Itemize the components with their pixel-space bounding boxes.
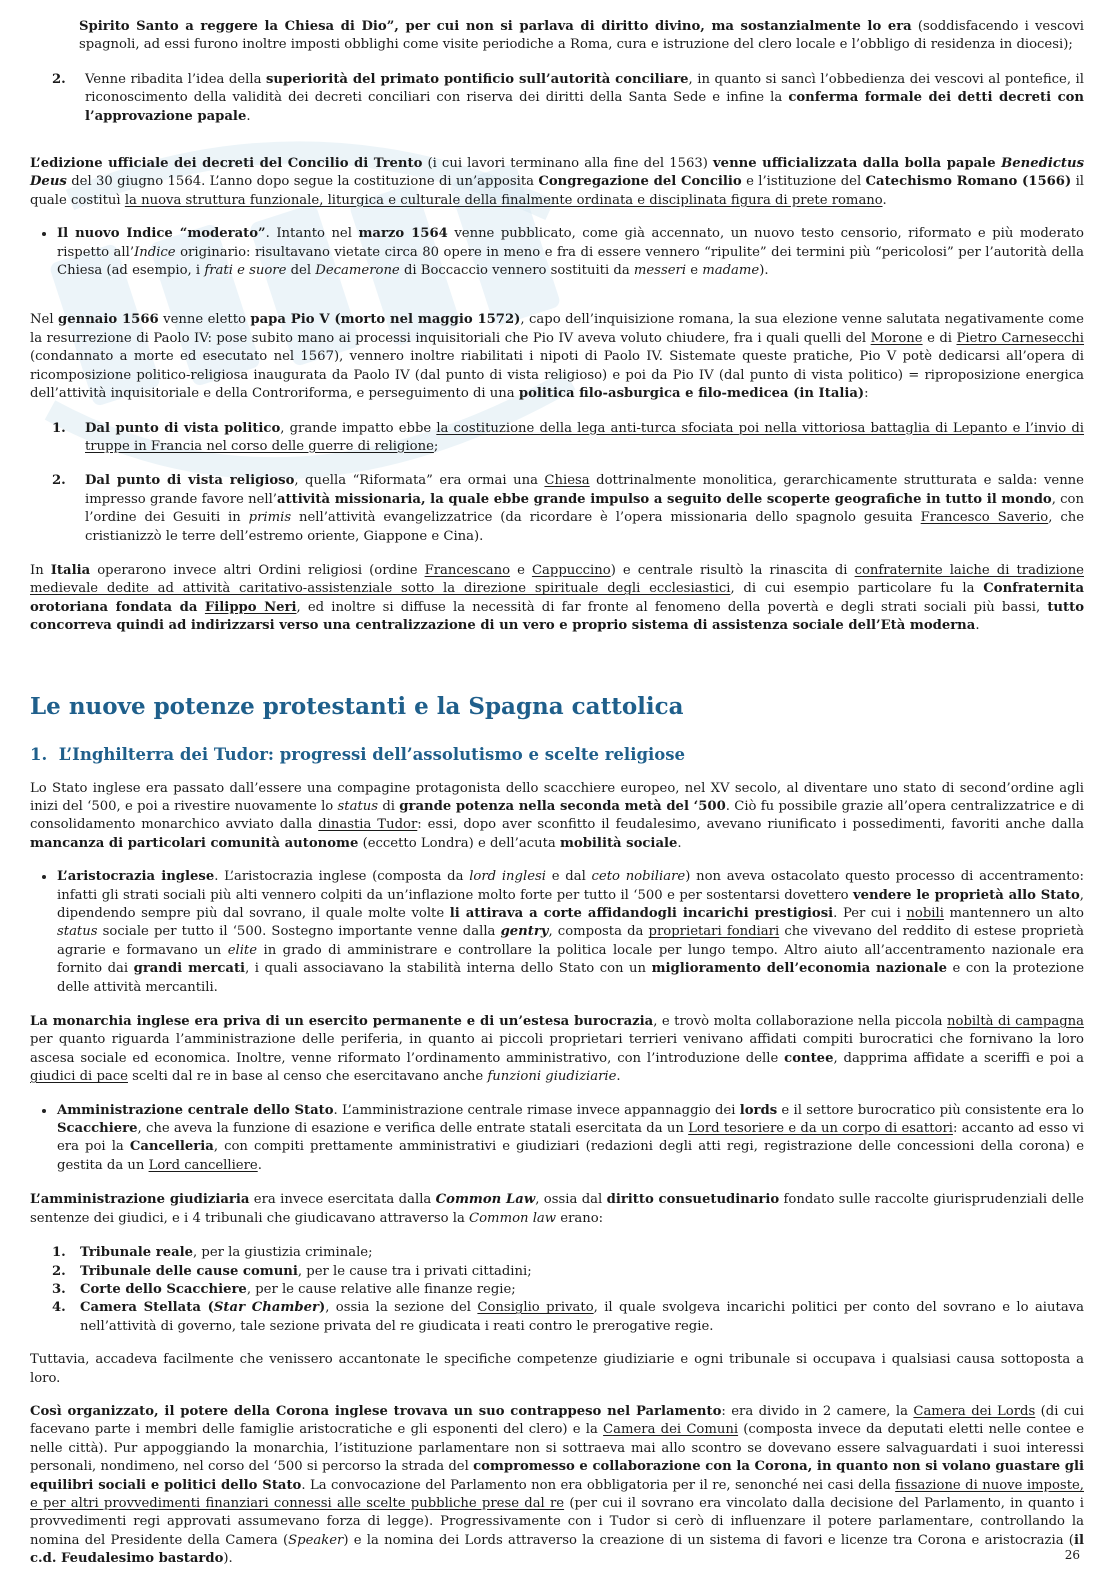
- text-span: Camera dei Lords: [913, 1403, 1036, 1419]
- text-span: sociale per tutto il ‘500. Sostegno importante venne dalla: [97, 924, 501, 940]
- bullet-icon: [42, 232, 46, 236]
- text-span: Cappuccino: [531, 562, 611, 578]
- text-span: tutto concorreva quindi ad indirizzarsi verso una centralizzazione di un vero e proprio sistema di assistenza sociale dell’Età moderna: [30, 599, 1084, 634]
- text-span: :: [864, 386, 869, 402]
- text-span: Tuttavia, accadeva facilmente che venissero accantonate le specifiche competenze giudiziarie e ogni tribunale si occupava i qualsiasi causa sottoposta a loro.: [30, 1352, 1084, 1386]
- text-span: , ed inoltre si diffuse la necessità di far fronte al fenomeno della povertà e degli strati sociali più bassi,: [296, 599, 1048, 615]
- text-span: ) non aveva ostacolato questo processo di accentramento: infatti gli strati sociali più alti vennero colpiti da un’inflazione molto forte per tutto il ‘500 e per sostentarsi dovettero: [57, 869, 1084, 903]
- text-span: , i quali associavano la stabilità interna dello Stato con un: [245, 961, 652, 977]
- text-span: ): [318, 1300, 326, 1316]
- text-span: status: [337, 798, 379, 814]
- list-tribunali: [30, 1244, 1084, 1336]
- text-span: : essi, dopo aver sconfitto il feudalesimo, avevano riunificato i possedimenti, favoriti anche dalla: [417, 817, 1084, 833]
- text-span: , e trovò molta collaborazione nella piccola: [653, 1014, 948, 1030]
- text-span: (soddisfacendo i vescovi spagnoli, ad essi furono inoltre imposti obblighi come visite periodiche a Roma, cura e istruzione del clero locale e l’obbligo di residenza in diocesi);: [79, 19, 1085, 53]
- text-span: Catechismo Romano (1566): [865, 174, 1072, 190]
- list-number: 1.: [52, 1245, 66, 1261]
- text-span: , di cui esempio particolare fu la: [730, 581, 984, 597]
- text-span: in grado di amministrare e controllare la politica locale per lungo tempo. Altro aiuto all’accentramento nazionale era fornito dai: [57, 942, 1084, 977]
- text-span: fissazione di nuove imposte, e per altri provvedimenti finanziari connessi alle scelte pubbliche prese dal re: [30, 1477, 1084, 1511]
- list-number: 4.: [52, 1300, 66, 1316]
- text-span: venne pubblicato, come già accennato, un nuovo testo censorio, riformato e più moderato rispetto all’: [57, 226, 1084, 260]
- text-span: , composta da: [548, 924, 649, 940]
- page-number: 26: [1064, 1548, 1080, 1562]
- text-span: ;: [433, 438, 439, 454]
- text-span: Francesco Saverio: [920, 510, 1049, 526]
- paragraph-trento: [30, 155, 1084, 210]
- text-span: .: [975, 618, 980, 634]
- text-span: Consiglio privato: [477, 1300, 594, 1316]
- text-span: Spirito Santo a reggere la Chiesa di Dio”, per cui non si parlava di diritto divino, ma sostanzialmente lo era: [79, 19, 912, 34]
- text-span: . Per cui i: [833, 906, 907, 921]
- text-span: venne eletto: [158, 312, 251, 328]
- subsection-title: [30, 744, 1084, 766]
- text-span: La monarchia inglese era priva di un esercito permanente e di un’estesa burocrazia: [30, 1014, 654, 1030]
- text-span: grande potenza nella seconda metà del ‘500: [399, 798, 726, 814]
- text-span: Benedictus Deus: [30, 156, 1085, 190]
- list-item: [30, 1299, 1084, 1336]
- text-span: primis: [248, 510, 292, 526]
- text-span: Decamerone: [315, 263, 400, 279]
- text-span: Lord tesoriere e da un corpo di esattori: [688, 1121, 953, 1137]
- list-number: 2.: [52, 473, 66, 489]
- list-item: [30, 472, 1084, 546]
- text-span: . L’amministrazione centrale rimase invece appannaggio dei: [333, 1102, 740, 1118]
- text-span: Pietro Carnesecchi: [956, 330, 1085, 346]
- text-span: , per le cause relative alle finanze regie;: [246, 1281, 516, 1297]
- list-number: 3.: [52, 1281, 66, 1297]
- text-span: Il nuovo Indice “moderato”: [57, 226, 266, 242]
- text-span: Common law: [469, 1210, 557, 1226]
- text-span: di: [378, 798, 400, 814]
- text-span: Morone: [870, 330, 923, 346]
- list-item: [30, 420, 1084, 457]
- text-span: .: [882, 192, 887, 208]
- text-span: erano:: [556, 1210, 604, 1226]
- text-span: dinastia Tudor: [318, 817, 418, 833]
- text-span: , ossia dal: [535, 1192, 607, 1208]
- text-span: , per le cause tra i privati cittadini;: [297, 1263, 532, 1279]
- text-span: Francescano: [424, 562, 511, 578]
- list-item: [30, 1281, 1084, 1299]
- text-span: e dal: [546, 869, 592, 885]
- text-span: ).: [759, 263, 769, 279]
- text-span: (i cui lavori terminano alla fine del 1563): [422, 156, 714, 172]
- text-span: Così organizzato, il potere della Corona inglese trovava un suo contrappeso nel Parlamento: [30, 1403, 722, 1419]
- text-span: vendere le proprietà allo Stato: [852, 887, 1080, 903]
- text-span: lord inglesi: [469, 869, 546, 885]
- text-span: fondato sulle raccolte giurisprudenziali delle sentenze dei giudici, e i 4 tribunali che giudicavano attraverso la: [30, 1192, 1084, 1226]
- text-span: conferma formale dei detti decreti con l’approvazione papale: [85, 90, 1084, 124]
- text-span: , quella “Riformata” era ormai una: [294, 473, 545, 489]
- text-span: nobiltà di campagna: [947, 1014, 1085, 1030]
- text-span: , per la giustizia criminale;: [193, 1245, 373, 1261]
- text-span: del 30 giugno 1564. L’anno dopo segue la costituzione di un’apposita: [66, 174, 539, 190]
- text-span: e: [686, 263, 703, 279]
- text-span: frati e suore: [204, 263, 287, 279]
- text-span: Indice: [134, 244, 176, 260]
- text-span: del: [286, 263, 316, 279]
- text-span: li attirava a corte affidandogli incarichi prestigiosi: [449, 906, 834, 921]
- text-span: L’edizione ufficiale dei decreti del Concilio di Trento: [30, 156, 423, 172]
- text-span: la costituzione della lega anti-turca sfociata poi nella vittoriosa battaglia di Lepanto e l’invio di truppe in Francia nel corso delle guerre di religione: [85, 420, 1085, 454]
- text-span: originario: risultavano vietate circa 80 opere in meno e fra di essere vennero “ripulite” dei termini più “pericolosi” per l’autorità della Chiesa (ad esempio, i: [57, 244, 1084, 279]
- text-span: , con compiti prettamente amministrativi e giudiziari (redazioni degli atti regi, registrazione delle concessioni della corona) e gestita da un: [57, 1139, 1084, 1173]
- text-span: per quanto riguarda l’amministrazione delle periferia, in quanto ai piccoli proprietari terrieri venivano affidati compiti burocratici che fornivano la loro ascesa sociale ed economica. Inoltre, venne riformato l’ordinamento amministrativo, con l’introduzione delle: [30, 1032, 1084, 1066]
- text-span: funzioni giudiziarie: [487, 1069, 617, 1085]
- subsection-number: 1.: [30, 744, 48, 764]
- text-span: , in quanto si sancì l’obbedienza dei vescovi al pontefice, il riconoscimento della validità dei decreti conciliari con riserva dei diritti della Santa Sede e infine la: [85, 71, 1084, 106]
- text-span: (per cui il sovrano era vincolato dalla decisione del Parlamento, in quanto i provvedimenti regi approvati assumevano forza di legge). Progressivamente con i Tudor si cerò di influenzare il potere parlamentare, controllando la nomina del Presidente della Camera (: [30, 1495, 1084, 1548]
- text-span: la nuova struttura funzionale, liturgica e culturale della finalmente ordinata e disciplinata figura di prete romano: [124, 192, 883, 208]
- text-span: Chiesa: [544, 473, 590, 489]
- text-span: ).: [223, 1551, 233, 1567]
- text-span: ceto nobiliare: [591, 869, 686, 885]
- text-span: dottrinalmente monolitica, gerarchicamente strutturata e salda: venne impresso grande favore nell’: [85, 473, 1084, 507]
- text-span: Speaker: [288, 1532, 344, 1548]
- paragraph-stato-inglese: [30, 780, 1084, 854]
- list-number: 2.: [52, 71, 66, 87]
- list-item: [30, 1244, 1084, 1262]
- text-span: .: [616, 1069, 621, 1085]
- text-span: Nel: [30, 312, 58, 328]
- text-span: Dal punto di vista politico: [85, 420, 281, 436]
- text-span: nobili: [906, 906, 944, 921]
- text-span: proprietari fondiari: [648, 924, 780, 940]
- text-span: Scacchiere: [57, 1121, 138, 1137]
- text-span: che vivevano del reddito di estese proprietà agrarie e formavano un: [57, 924, 1084, 958]
- text-span: papa Pio V (morto nel maggio 1572): [250, 312, 521, 328]
- text-span: : accanto ad esso vi era poi la: [57, 1121, 1084, 1155]
- text-span: mancanza di particolari comunità autonome: [30, 835, 359, 851]
- text-span: di Boccaccio vennero sostituiti da: [399, 263, 634, 279]
- text-span: miglioramento dell’economia nazionale: [651, 961, 948, 977]
- text-span: (di cui facevano parte i membri delle famiglie aristocratiche e gli esponenti del clero) e la: [30, 1403, 1084, 1438]
- text-span: e l’istituzione del: [741, 174, 866, 190]
- text-span: Common Law: [435, 1192, 536, 1208]
- bullet-indice: [30, 225, 1084, 280]
- paragraph-monarchia: [30, 1013, 1084, 1087]
- text-span: Confraternita orotoriana fondata da: [30, 581, 1084, 615]
- text-span: Camera dei Comuni: [603, 1422, 739, 1438]
- text-span: , dapprima affidate a sceriffi e poi a: [833, 1050, 1084, 1066]
- text-span: e di: [922, 330, 957, 346]
- text-span: Corte dello Scacchiere: [80, 1281, 247, 1297]
- paragraph-italia: [30, 562, 1084, 636]
- text-span: compromesso e collaborazione con la Corona, in quanto non si volano guastare gli equilibri sociali e politici dello Stato: [30, 1459, 1084, 1493]
- text-span: il c.d. Feudalesimo bastardo: [30, 1532, 1084, 1567]
- text-span: , capo dell’inquisizione romana, la sua elezione venne salutata negativamente come la resurrezione di Paolo IV: pose subito mano ai processi inquisitoriali che Pio IV aveva voluto chiudere, fra i quali quelli del: [30, 312, 1084, 346]
- paragraph-pio-v: [30, 311, 1084, 403]
- text-span: . L’aristocrazia inglese (composta da: [214, 869, 470, 885]
- text-span: e con la protezione delle attività mercantili.: [57, 961, 1085, 995]
- text-span: ) e la nomina dei Lords attraverso la creazione di un sistema di favori e licenze tra Corona e aristocrazia (: [343, 1532, 1074, 1548]
- text-span: Congregazione del Concilio: [538, 174, 742, 190]
- text-span: , il quale svolgeva incarichi politici per conto del sovrano e lo aiutava nell’attività di governo, tale sezione privata del re giudicata i reati contro le prerogative regie.: [80, 1300, 1084, 1334]
- text-span: .: [246, 108, 251, 124]
- page-content: [30, 18, 1084, 1569]
- text-span: e il settore burocratico più consistente era lo: [777, 1102, 1084, 1118]
- text-span: mantennero un alto: [943, 906, 1084, 921]
- text-span: contee: [784, 1050, 834, 1066]
- text-span: politica filo-asburgica e filo-medicea (in Italia): [518, 386, 865, 402]
- text-span: lords: [739, 1102, 778, 1118]
- text-span: , che cristianizzò le terre dell’estremo oriente, Giappone e Cina).: [85, 510, 1085, 544]
- text-span: Camera Stellata (: [80, 1300, 214, 1316]
- text-span: Italia: [50, 562, 91, 578]
- list-item: [30, 1263, 1084, 1281]
- bullet-icon: [42, 1109, 46, 1113]
- text-span: . La convocazione del Parlamento non era obbligatoria per il re, senonché nei casi della: [301, 1477, 896, 1493]
- list-item: [30, 71, 1084, 126]
- text-span: : era divido in 2 camere, la: [721, 1403, 914, 1419]
- text-span: . Ciò fu possibile grazie all’opera centralizzatrice e di consolidamento monarchico avviato dalla: [30, 798, 1085, 833]
- text-span: Venne ribadita l’idea della: [85, 71, 266, 87]
- text-span: e: [510, 562, 532, 578]
- text-span: scelti dal re in base al censo che esercitavano anche: [127, 1069, 488, 1085]
- text-span: Dal punto di vista religioso: [85, 473, 295, 489]
- text-span: superiorità del primato pontificio sull’autorità conciliare: [265, 71, 689, 87]
- text-span: (condannato a morte ed esecutato nel 1567), vennero inoltre riabilitati i nipoti di Paolo IV. Sistemate queste pratiche, Pio V potè dedicarsi all’opera di ricomposizione politico-religiosa inaugurata da Paolo IV (dal punto di vista religioso) e poi da Pio IV (dal punto di vista politico) = riproposizione energica dell’attività inquisitoriale e della Controriforma, e perseguimento di una: [30, 349, 1084, 402]
- list-council: [30, 71, 1084, 126]
- text-span: . Intanto nel: [265, 226, 359, 242]
- text-span: diritto consuetudinario: [606, 1192, 780, 1208]
- text-span: (eccetto Londra) e dell’acuta: [358, 835, 560, 851]
- text-span: mobilità sociale: [559, 835, 678, 851]
- text-span: madame: [702, 263, 760, 279]
- text-span: , grande impatto ebbe: [280, 420, 437, 436]
- text-span: confraternite laiche di tradizione medievale dedite ad attività caritativo-assistenziale sotto la direzione spirituale degli ecclesiastici: [30, 562, 1084, 597]
- text-span: Tribunale delle cause comuni: [80, 1263, 298, 1279]
- text-span: gentry: [500, 924, 549, 940]
- text-span: Lord cancelliere: [148, 1157, 258, 1173]
- text-span: Amministrazione centrale dello Stato: [57, 1102, 334, 1118]
- text-span: messeri: [633, 263, 687, 279]
- section-title: Le nuove potenze protestanti e la Spagna cattolica: [30, 692, 684, 720]
- text-span: Filippo Neri: [204, 599, 297, 615]
- text-span: giudici di pace: [30, 1069, 128, 1085]
- text-span: era invece esercitata dalla: [249, 1192, 436, 1208]
- text-span: .: [677, 835, 682, 851]
- text-span: , che aveva la funzione di esazione e verifica delle entrate statali esercitata da un: [137, 1121, 689, 1137]
- text-span: Star Chamber: [213, 1300, 319, 1316]
- text-span: operarono invece altri Ordini religiosi (ordine: [90, 562, 425, 578]
- list-number: 1.: [52, 420, 66, 436]
- text-span: venne ufficializzata dalla bolla papale: [713, 156, 1002, 172]
- text-span: status: [57, 924, 98, 940]
- paragraph-giudiziaria: [30, 1191, 1084, 1228]
- text-span: L’aristocrazia inglese: [57, 869, 215, 885]
- text-span: elite: [227, 942, 258, 958]
- paragraph-parlamento: [30, 1403, 1084, 1569]
- paragraph-tuttavia: [30, 1351, 1084, 1388]
- text-span: Cancelleria: [129, 1139, 214, 1155]
- text-span: In: [30, 562, 51, 578]
- bullet-icon: [42, 875, 46, 879]
- text-span: gennaio 1566: [58, 312, 159, 328]
- text-span: .: [257, 1157, 262, 1173]
- text-span: Lo Stato inglese era passato dall’essere una compagine protagonista dello scacchiere europeo, nel XV secolo, al diventare uno stato di second’ordine agli inizi del ‘500, e poi a rivestire nuovamente lo: [30, 780, 1084, 814]
- text-span: (composta invece da deputati eletti nelle contee e nelle città). Pur appoggiando la monarchia, l’istituzione parlamentare non si sottraeva mai allo scontro se dovevano essere salvaguardati i suoi interessi personali, nondimeno, nel corso del ‘500 si percorso la strada del: [30, 1422, 1084, 1475]
- subsection-text: L’Inghilterra dei Tudor: progressi dell’assolutismo e scelte religiose: [58, 744, 686, 764]
- bullet-aristocrazia: [30, 868, 1084, 997]
- text-span: nell’attività evangelizzatrice (da ricordare è l’opera missionaria dello spagnolo gesuita: [291, 510, 921, 526]
- text-span: L’amministrazione giudiziaria: [30, 1192, 250, 1208]
- list-number: 2.: [52, 1263, 66, 1279]
- text-span: il quale costituì: [30, 174, 1085, 208]
- text-span: Tribunale reale: [80, 1245, 194, 1261]
- continued-list-item: [30, 18, 1084, 55]
- text-span: , ossia la sezione del: [325, 1300, 478, 1316]
- list-pio-v: [30, 420, 1084, 546]
- text-span: , con l’ordine dei Gesuiti in: [85, 491, 1084, 526]
- text-span: grandi mercati: [133, 961, 246, 977]
- text-span: attività missionaria, la quale ebbe grande impulso a seguito delle scoperte geografiche in tutto il mondo: [277, 491, 1052, 507]
- text-span: ) e centrale risultò la rinascita di: [610, 562, 855, 578]
- text-span: marzo 1564: [358, 226, 448, 242]
- text-span: , dipendendo sempre più dal sovrano, il quale molte volte: [57, 887, 1084, 921]
- bullet-amministrazione: [30, 1102, 1084, 1176]
